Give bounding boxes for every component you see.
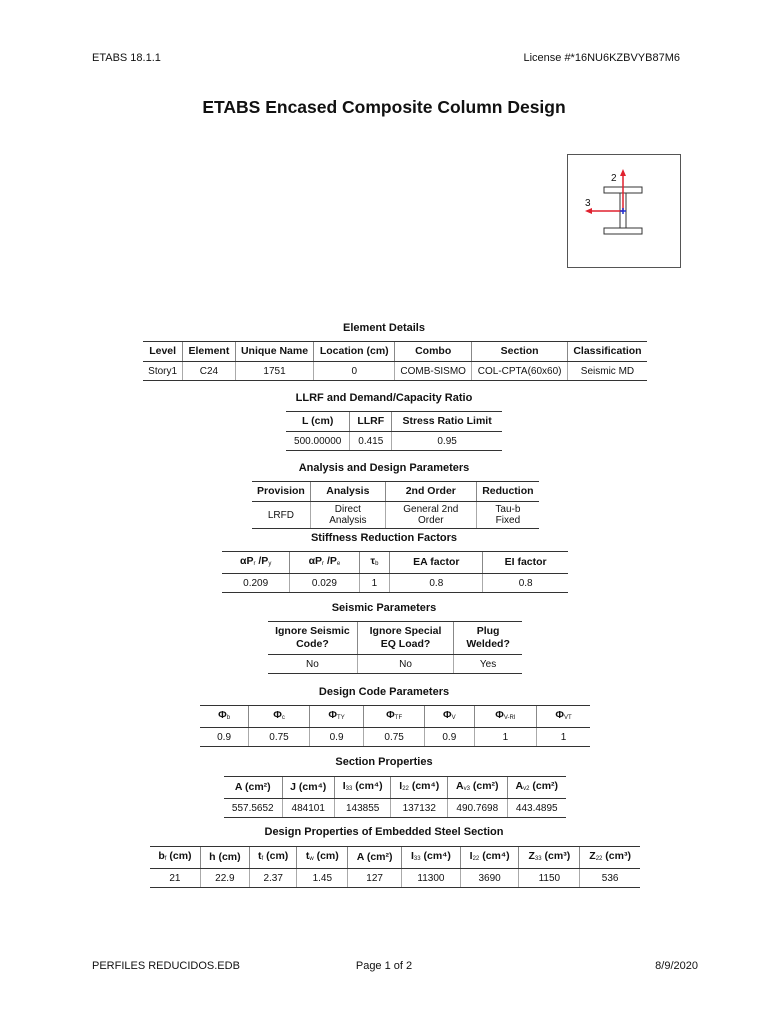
- header-pre: A (cm²): [234, 781, 271, 793]
- header-sub: f: [164, 856, 167, 862]
- table-cell: Seismic MD: [567, 362, 647, 381]
- header-pre: t: [258, 850, 262, 862]
- table-cell: 0.8: [390, 574, 483, 593]
- header-sub: b: [226, 715, 231, 721]
- header-row: [143, 342, 647, 362]
- header-sub2: e: [336, 561, 341, 567]
- table-cell: 443.4895: [507, 799, 566, 818]
- header-sub: v2: [523, 786, 530, 792]
- header-row: [252, 482, 539, 502]
- header-main: Φ: [443, 709, 452, 721]
- header-post: (cm): [166, 850, 192, 862]
- table-row: [200, 728, 590, 747]
- axis-2-arrowhead: [620, 169, 626, 176]
- element-details-title: Element Details: [343, 322, 425, 334]
- table-row: [222, 574, 568, 593]
- header-main: EA factor: [413, 556, 460, 568]
- header-pre: t: [305, 850, 310, 862]
- table-row: [268, 655, 522, 674]
- table-cell: 1: [474, 728, 536, 747]
- report-title: ETABS Encased Composite Column Design: [202, 97, 566, 117]
- header-sub: c: [281, 715, 285, 721]
- column-header: [334, 777, 391, 799]
- table-cell: 0.95: [392, 432, 502, 451]
- design-code-title: Design Code Parameters: [318, 686, 450, 698]
- footer-date: 8/9/2020: [655, 960, 698, 972]
- column-header: [222, 552, 290, 574]
- header-main: Φ: [386, 709, 395, 721]
- header-mid: /P: [324, 555, 337, 567]
- column-header: [348, 847, 402, 869]
- table-cell: 557.5652: [224, 799, 282, 818]
- column-header: [364, 706, 425, 728]
- column-header: [391, 777, 448, 799]
- column-header: [507, 777, 566, 799]
- table-cell: 536: [580, 869, 640, 888]
- column-header: [519, 847, 580, 869]
- column-header: [460, 847, 519, 869]
- header-main: τ: [370, 555, 376, 567]
- header-sub: V-RI: [503, 715, 516, 721]
- table-cell: 1: [537, 728, 590, 747]
- header-post: (cm³): [541, 850, 571, 862]
- column-header: [309, 706, 363, 728]
- footer-filename: PERFILES REDUCIDOS.EDB: [92, 960, 240, 972]
- column-header: [249, 847, 297, 869]
- header-main: Φ: [273, 709, 282, 721]
- column-header: [359, 552, 390, 574]
- header-row: [268, 622, 522, 655]
- header-pre: I: [410, 850, 414, 862]
- column-header: [224, 777, 282, 799]
- header-row: [222, 552, 568, 574]
- header-mid: /P: [255, 555, 269, 567]
- table-cell: 0.75: [364, 728, 425, 747]
- table-cell: 127: [348, 869, 402, 888]
- column-header: 2nd Order: [385, 482, 476, 502]
- table-row: [224, 799, 566, 818]
- column-header: Combo: [395, 342, 472, 362]
- header-row: [286, 412, 502, 432]
- column-header: [402, 847, 461, 869]
- column-header: Location (cm): [314, 342, 395, 362]
- table-cell: 0.9: [309, 728, 363, 747]
- table-row: [150, 869, 640, 888]
- column-header: [425, 706, 475, 728]
- table-cell: COL-CPTA(60x60): [472, 362, 568, 381]
- stiffness-table: [222, 551, 568, 593]
- table-cell: 0.8: [483, 574, 568, 593]
- header-post: (cm⁴): [479, 850, 510, 862]
- column-header: [448, 777, 508, 799]
- header-pre: A: [515, 780, 524, 792]
- column-header: Ignore Seismic Code?: [268, 622, 357, 655]
- header-post: (cm): [313, 850, 339, 862]
- header-pre: A: [456, 780, 464, 792]
- header-main: Φ: [495, 709, 504, 721]
- table-cell: C24: [183, 362, 235, 381]
- header-sub: TY: [337, 715, 345, 721]
- embedded-table: [150, 846, 640, 888]
- table-cell: COMB-SISMO: [395, 362, 472, 381]
- column-header: [200, 847, 249, 869]
- table-cell: 21: [150, 869, 200, 888]
- table-cell: 3690: [460, 869, 519, 888]
- header-sub1: b: [375, 561, 379, 567]
- column-header: Stress Ratio Limit: [392, 412, 502, 432]
- column-header: Reduction: [476, 482, 539, 502]
- header-pre: h (cm): [209, 851, 241, 863]
- table-row: [286, 432, 502, 451]
- header-pre: J (cm⁴): [290, 781, 327, 793]
- table-cell: 1.45: [297, 869, 348, 888]
- header-sub: TF: [394, 715, 403, 721]
- table-cell: 0.209: [222, 574, 290, 593]
- header-sub: 33: [534, 856, 542, 862]
- table-cell: Story1: [143, 362, 183, 381]
- table-cell: LRFD: [252, 502, 310, 529]
- column-header: L (cm): [286, 412, 350, 432]
- license-number: License #*16NU6KZBVYB87M6: [523, 52, 680, 64]
- header-sub: 22: [402, 786, 409, 792]
- seismic-table: [268, 621, 522, 674]
- column-header: [200, 706, 249, 728]
- table-cell: Direct Analysis: [310, 502, 385, 529]
- table-cell: 1150: [519, 869, 580, 888]
- stiffness-title: Stiffness Reduction Factors: [310, 532, 458, 544]
- header-sub: v3: [463, 786, 470, 792]
- table-cell: 22.9: [200, 869, 249, 888]
- column-header: Analysis: [310, 482, 385, 502]
- table-cell: 2.37: [249, 869, 297, 888]
- table-cell: 484101: [282, 799, 334, 818]
- header-main: EI factor: [504, 556, 547, 568]
- header-sub2: y: [268, 561, 272, 567]
- header-post: (cm³): [602, 850, 631, 862]
- header-main: Φ: [218, 709, 227, 721]
- table-cell: 137132: [391, 799, 448, 818]
- column-header: [537, 706, 590, 728]
- header-pre: A (cm²): [356, 851, 393, 863]
- i-beam-section-icon: [568, 155, 680, 267]
- embedded-title: Design Properties of Embedded Steel Section: [264, 826, 504, 838]
- table-cell: 11300: [402, 869, 461, 888]
- seismic-title: Seismic Parameters: [331, 602, 437, 614]
- table-cell: 0.75: [249, 728, 310, 747]
- header-post: (cm): [263, 850, 289, 862]
- column-header: Ignore Special EQ Load?: [357, 622, 453, 655]
- header-pre: Z: [528, 850, 535, 862]
- header-post: (cm²): [529, 780, 559, 792]
- table-row: [143, 362, 647, 381]
- header-sub: f: [261, 856, 264, 862]
- design-code-table: [200, 705, 590, 747]
- column-header: Classification: [567, 342, 647, 362]
- footer-page-number: Page 1 of 2: [355, 960, 413, 972]
- table-cell: 1: [359, 574, 390, 593]
- column-header: [249, 706, 310, 728]
- header-main: Φ: [328, 709, 338, 721]
- table-cell: Tau-b Fixed: [476, 502, 539, 529]
- column-header: [580, 847, 640, 869]
- table-cell: No: [357, 655, 453, 674]
- header-main: αP: [308, 555, 323, 567]
- analysis-title: Analysis and Design Parameters: [298, 462, 470, 474]
- axis-3-label: 3: [585, 198, 591, 209]
- column-header: Element: [183, 342, 235, 362]
- header-main: Φ: [555, 709, 564, 721]
- axis-2-label: 2: [611, 173, 617, 184]
- table-cell: 490.7698: [448, 799, 508, 818]
- header-post: (cm⁴): [420, 850, 451, 862]
- column-header: Level: [143, 342, 183, 362]
- header-sub1: r: [322, 561, 325, 567]
- header-pre: b: [158, 850, 165, 862]
- header-sub: w: [309, 856, 314, 862]
- table-row: [252, 502, 539, 529]
- header-pre: Z: [589, 850, 596, 862]
- bottom-flange: [604, 228, 642, 234]
- section-props-table: [224, 776, 566, 818]
- element-details-table: [143, 341, 647, 381]
- header-pre: I: [399, 780, 403, 792]
- llrf-table: [286, 411, 502, 451]
- table-cell: General 2nd Order: [385, 502, 476, 529]
- header-sub: VT: [563, 715, 572, 721]
- column-header: [282, 777, 334, 799]
- column-header: [483, 552, 568, 574]
- column-header: [297, 847, 348, 869]
- software-version: ETABS 18.1.1: [92, 52, 161, 64]
- header-row: [200, 706, 590, 728]
- column-header: Plug Welded?: [454, 622, 522, 655]
- section-axes-diagram: [567, 154, 681, 268]
- table-cell: 500.00000: [286, 432, 350, 451]
- header-sub: 22: [595, 856, 603, 862]
- table-cell: 0.9: [200, 728, 249, 747]
- header-row: [150, 847, 640, 869]
- table-cell: 143855: [334, 799, 391, 818]
- analysis-table: [252, 481, 539, 529]
- column-header: [290, 552, 359, 574]
- table-cell: 0.029: [290, 574, 359, 593]
- header-row: [224, 777, 566, 799]
- column-header: Provision: [252, 482, 310, 502]
- table-cell: 0: [314, 362, 395, 381]
- column-header: [150, 847, 200, 869]
- column-header: Unique Name: [235, 342, 314, 362]
- header-pre: I: [342, 780, 346, 792]
- header-post: (cm⁴): [352, 780, 383, 792]
- column-header: [474, 706, 536, 728]
- llrf-title: LLRF and Demand/Capacity Ratio: [295, 392, 473, 404]
- header-post: (cm²): [469, 780, 499, 792]
- table-cell: 0.9: [425, 728, 475, 747]
- table-cell: No: [268, 655, 357, 674]
- header-pre: I: [469, 850, 473, 862]
- header-main: αP: [240, 555, 254, 567]
- header-sub: 33: [345, 786, 353, 792]
- table-cell: 1751: [235, 362, 314, 381]
- header-sub: 22: [472, 856, 480, 862]
- header-sub1: r: [253, 561, 256, 567]
- header-sub: 33: [413, 856, 421, 862]
- header-sub: V: [451, 715, 456, 721]
- column-header: [390, 552, 483, 574]
- table-cell: Yes: [454, 655, 522, 674]
- section-props-title: Section Properties: [335, 756, 433, 768]
- column-header: Section: [472, 342, 568, 362]
- header-post: (cm⁴): [408, 780, 440, 792]
- column-header: LLRF: [350, 412, 392, 432]
- table-cell: 0.415: [350, 432, 392, 451]
